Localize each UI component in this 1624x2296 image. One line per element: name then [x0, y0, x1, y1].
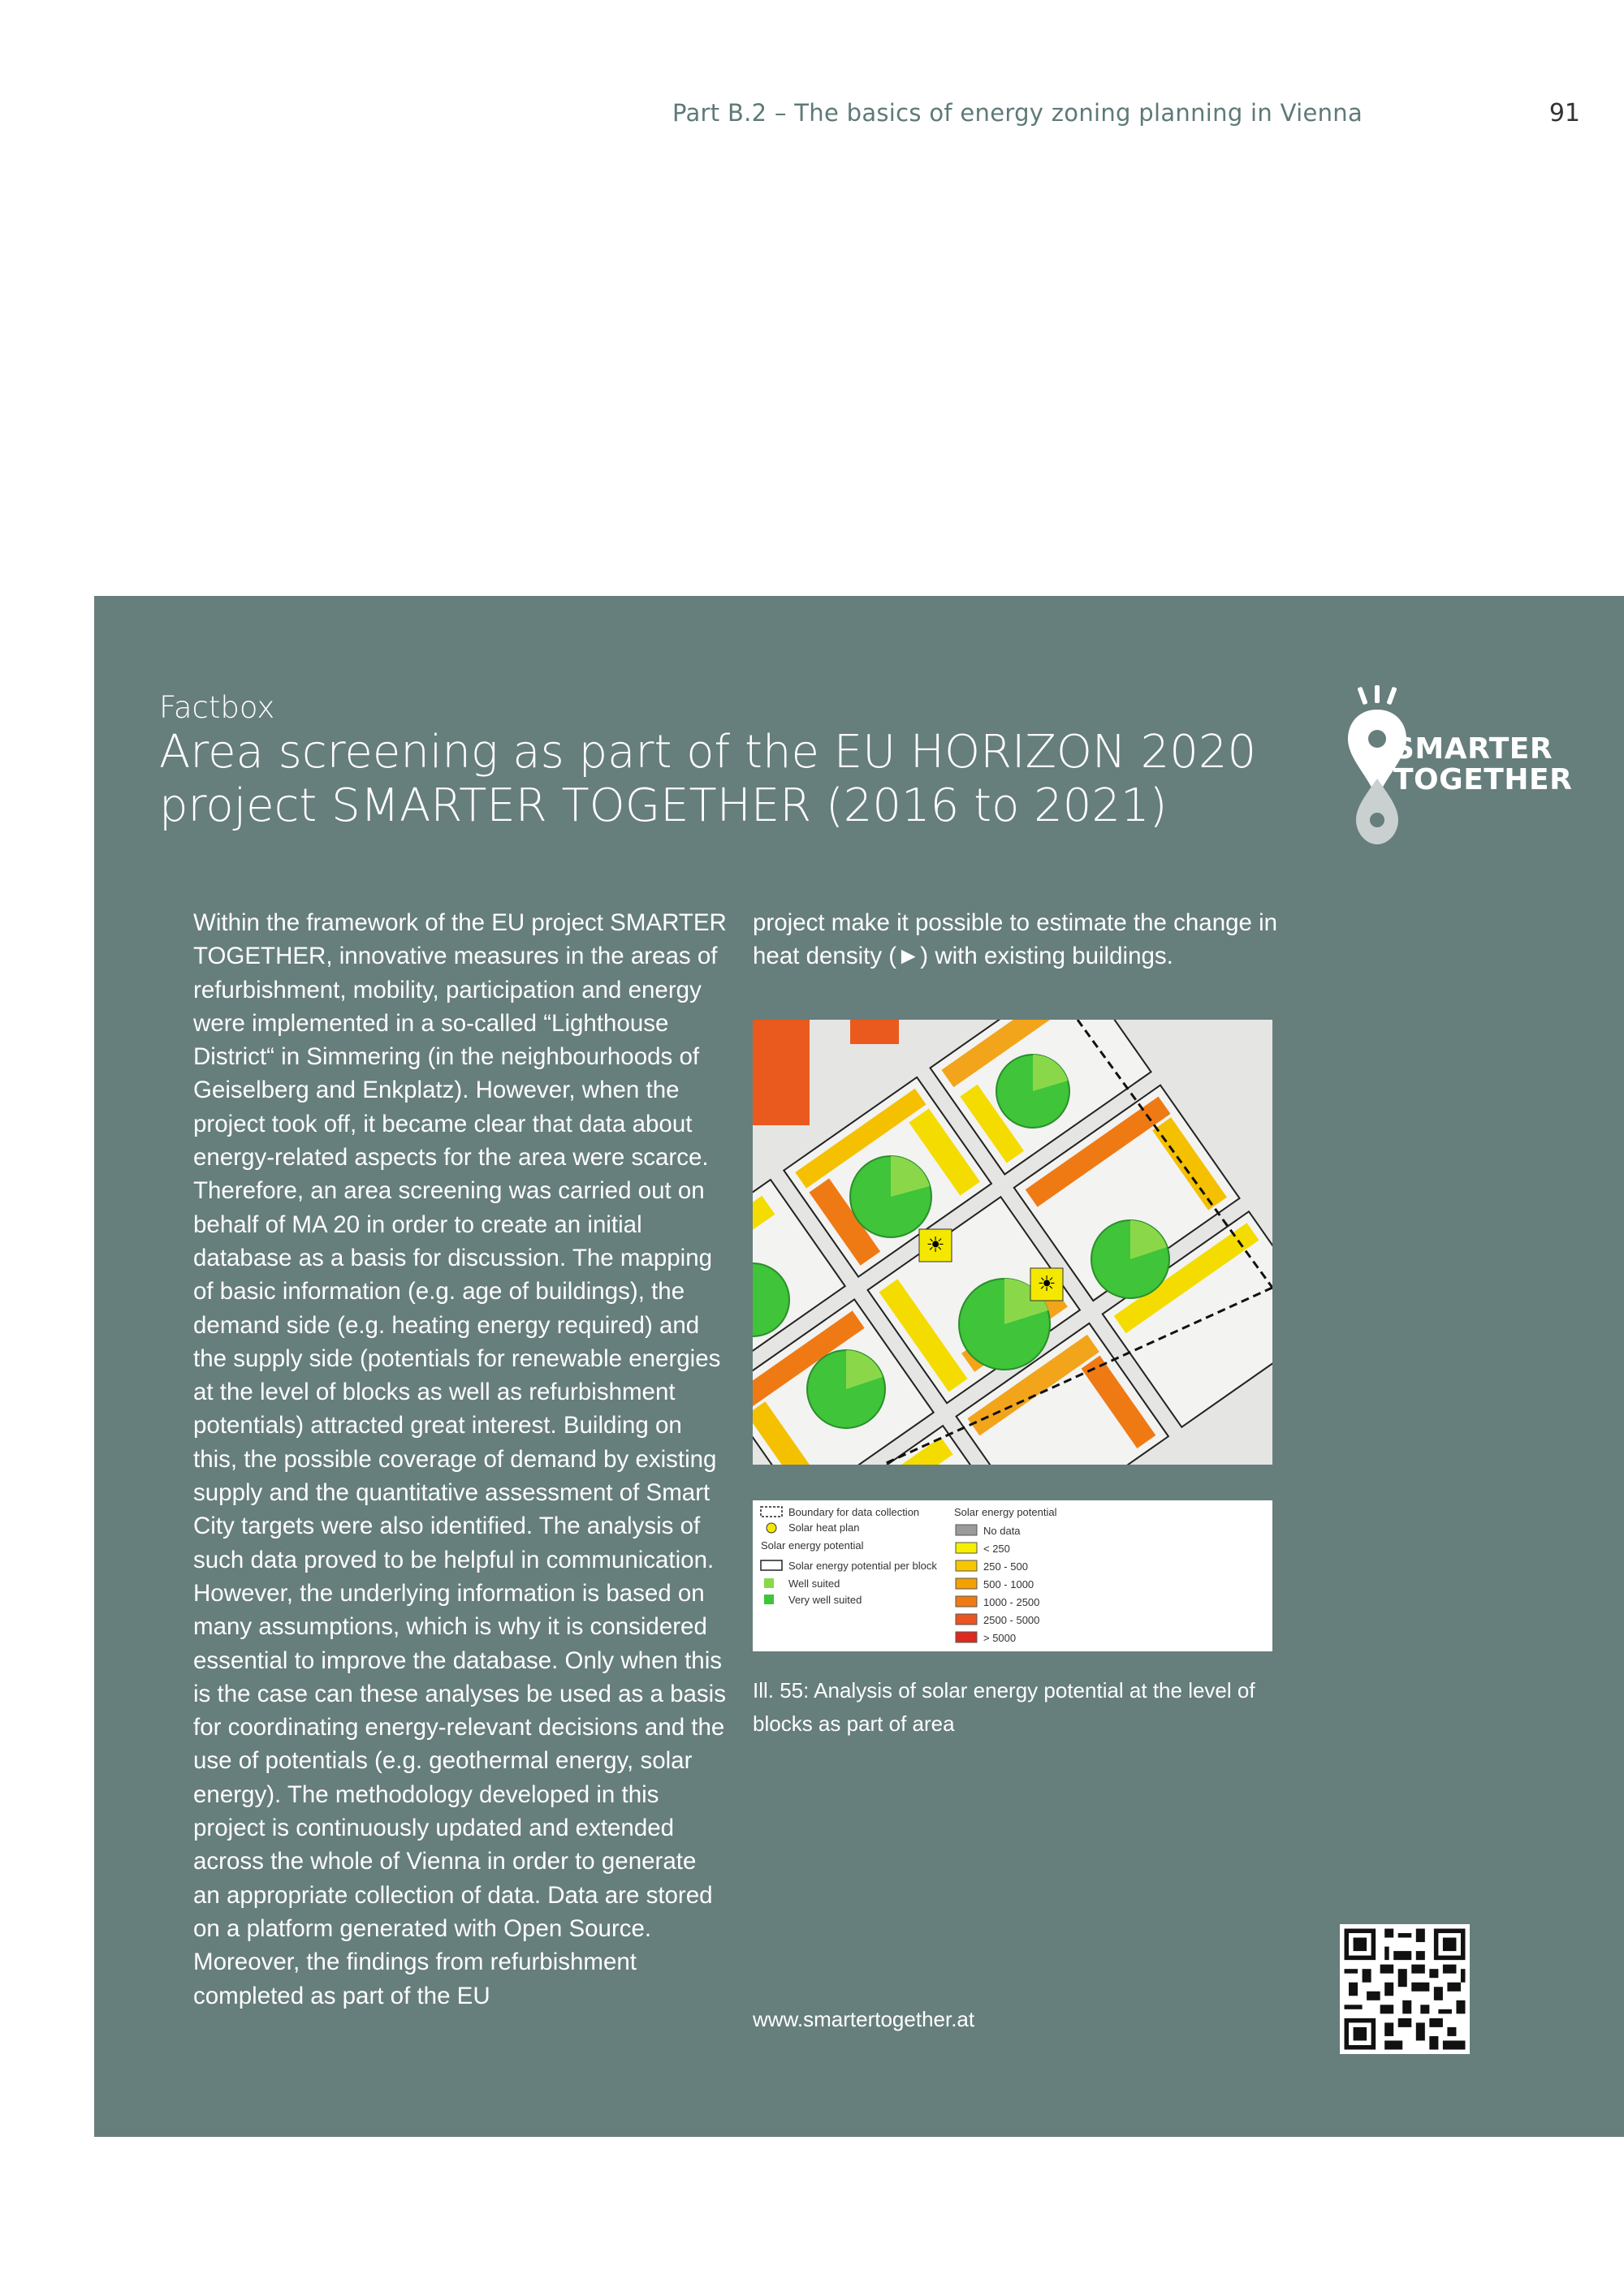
solar-potential-map [753, 1020, 1272, 1465]
legend-potential-per-block: Solar energy potential per block [788, 1560, 937, 1572]
legend-gt-5000: > 5000 [983, 1632, 1017, 1644]
svg-text:☀: ☀ [926, 1232, 945, 1257]
legend-no-data: No data [983, 1525, 1021, 1537]
legend-solar-heat-plan: Solar heat plan [788, 1521, 860, 1534]
legend-2500-5000: 2500 - 5000 [983, 1614, 1040, 1626]
legend-very-well-suited: Very well suited [788, 1594, 862, 1606]
legend-well-suited: Well suited [788, 1577, 840, 1590]
map-legend [753, 1500, 1272, 1651]
legend-boundary: Boundary for data collection [788, 1506, 920, 1518]
legend-lt-250: < 250 [983, 1543, 1010, 1555]
page-number: 91 [1548, 99, 1580, 127]
running-header: Part B.2 – The basics of energy zoning planning in Vienna [672, 99, 1363, 127]
body-text-column-2: project make it possible to estimate the change in heat density (►) with existing buildings. [753, 909, 1278, 970]
logo-text-line1: SMARTER [1393, 732, 1553, 766]
qr-code-icon[interactable] [1340, 1924, 1470, 2054]
legend-right-title: Solar energy potential [954, 1506, 1057, 1518]
factbox [94, 596, 1624, 2137]
legend-1000-2500: 1000 - 2500 [983, 1596, 1040, 1608]
body-text-column-1: Within the framework of the EU project SMARTER TOGETHER, innovative measures in the areas of refurbishment, mobility, participation and energy were implemented in a so-called “Lighthouse District“ in Simmering (in the neighbourhoods of Geiselberg and Enkplatz). However, when the project took off, it became clear that data about energy-related aspects for the area were scarce. Therefore, an area screening was carried out on behalf of MA 20 in order to create an initial database as a basis for discussion. The mapping of basic information (e.g. age of buildings), the demand side (e.g. heating energy required) and the supply side (potentials for renewable energies at the level of blocks as well as refurbishment potentials) attracted great interest. Building on this, the possible coverage of demand by existing supply and the quantitative assessment of Smart City targets were also identified. The analysis of such data proved to be helpful in communication. However, the underlying information is based on many assumptions, which is why it is considered essential to improve the database. Only when this is the case can these analyses be used as a basis for coordinating energy-relevant decisions and the use of potentials (e.g. geothermal energy, solar energy). The methodology developed in this project is continuously updated and extended across the whole of Vienna in order to generate an appropriate collection of data. Data are stored on a platform generated with Open Source. Moreover, the findings from refurbishment completed as part of the EU [193, 909, 727, 2009]
svg-text:☀: ☀ [1037, 1271, 1056, 1296]
legend-500-1000: 500 - 1000 [983, 1578, 1034, 1590]
website-link[interactable]: www.smartertogether.at [753, 2007, 975, 2031]
legend-250-500: 250 - 500 [983, 1560, 1028, 1573]
legend-solar-potential-heading: Solar energy potential [761, 1539, 864, 1552]
logo-wordmark [1393, 734, 1572, 796]
factbox-kicker: Factbox [159, 690, 275, 725]
figure-caption: Ill. 55: Analysis of solar energy potential at the level of blocks as part of area [753, 1678, 1255, 1736]
logo-text-line2: TOGETHER [1393, 763, 1573, 796]
factbox-title: Area screening as part of the EU HORIZON 2020 project SMARTER TOGETHER (2016 to 2021) [159, 726, 1257, 832]
